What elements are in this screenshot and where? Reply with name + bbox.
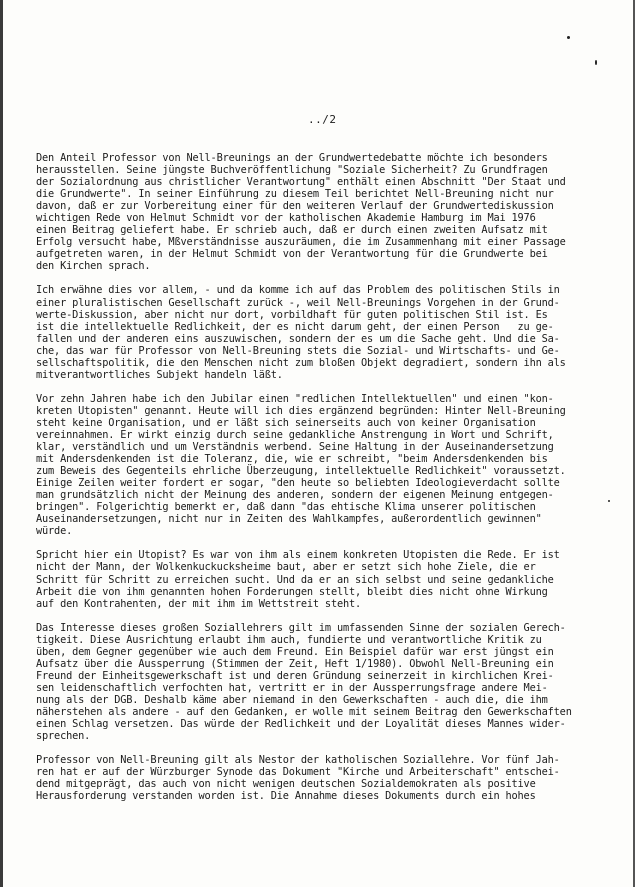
text-line: bringen". Folgerichtig bemerkt er, daß dann "das ehtische Klima unserer politischen [36,501,536,514]
paragraph [36,622,596,742]
text-line: Schritt für Schritt zu erreichen sucht. Und da er an sich selbst und seine gedankliche [36,573,554,586]
text-line: mitverantwortliches Subjekt handeln läßt. [36,368,283,381]
text-line: sprechen. [36,730,91,743]
text-line: einer pluralistischen Gesellschaft zurück -, weil Nell-Breunings Vorgehen in der Grund- [36,296,560,309]
document-body [36,152,596,814]
text-line: fallen und der anderen eins auszuwischen, sondern der es um die Sache geht. Und die Sa- [36,332,560,345]
paragraph [36,284,596,380]
text-line: die Grundwerte". In seiner Einführung zu diesem Teil berichtet Nell-Breuning nicht nur [36,188,554,201]
text-line: man grundsätzlich nicht der Meinung des anderen, sondern der eigenen Meinung entgegen- [36,489,554,502]
paragraph [36,754,596,802]
text-line: Arbeit die von ihm genannten hohen Forderungen stellt, bleibt dies nicht ohne Wirkung [36,585,548,598]
text-line: sen leidenschaftlich verfochten hat, vertritt er in der Aussperrungsfrage andere Mei- [36,681,548,694]
text-line: Das Interesse dieses großen Soziallehrers gilt im umfassenden Sinne der sozialen Gerech- [36,621,566,634]
scan-speck [567,36,570,39]
text-line: vereinnahmen. Er wirkt einzig durch seine gedankliche Anstrengung in Wort und Schrift, [36,428,554,441]
text-line: nicht der Mann, der Wolkenkuckucksheime baut, aber er setzt sich hohe Ziele, die er [36,561,536,574]
scan-speck [608,500,610,502]
text-line: Auseinandersetzungen, nicht nur in Zeiten des Wahlkampfes, außerordentlich gewinnen" [36,513,542,526]
paragraph [36,152,596,272]
text-line: Herausforderung verstanden worden ist. Die Annahme dieses Dokuments durch ein hohes [36,790,536,803]
text-line: tigkeit. Diese Ausrichtung erlaubt ihm auch, fundierte und verantwortliche Kritik zu [36,633,542,646]
text-line: würde. [36,525,73,538]
text-line: Professor von Nell-Breuning gilt als Nestor der katholischen Soziallehre. Vor fünf Jah- [36,754,560,767]
text-line: einen Schlag versetzen. Das würde der Redlichkeit und der Loyalität dieses Mannes wider- [36,718,566,731]
text-line: Vor zehn Jahren habe ich den Jubilar einen "redlichen Intellektuellen" und einen "kon- [36,392,554,405]
text-line: kreten Utopisten" genannt. Heute will ich dies ergänzend begründen: Hinter Nell-Breuning [36,404,566,417]
paragraph [36,393,596,538]
text-line: auf den Kontrahenten, der mit ihm im Wettstreit steht. [36,597,362,610]
paragraph [36,549,596,609]
text-line: sellschaftspolitik, die den Menschen nicht zum bloßen Objekt degradiert, sondern ihn als [36,356,566,369]
text-line: aufgetreten waren, in der Helmut Schmidt von der Verantwortung für die Grundwerte bei [36,248,548,261]
text-line: Spricht hier ein Utopist? Es war von ihm als einem konkreten Utopisten die Rede. Er ist [36,549,560,562]
text-line: Einige Zeilen weiter fordert er sogar, "den heute so beliebten Ideologieverdacht sollte [36,477,560,490]
text-line: den Kirchen sprach. [36,260,151,273]
text-line: werte-Diskussion, aber nicht nur dort, vorbildhaft für guten politischen Stil ist. Es [36,308,548,321]
text-line: ist die intellektuelle Redlichkeit, der es nicht darum geht, der einen Person zu ge- [36,320,554,333]
text-line: che, das war für Professor von Nell-Breuning stets die Sozial- und Wirtschafts- und Ge- [36,344,560,357]
text-line: zum Beweis des Gegenteils ehrliche Überzeugung, intellektuelle Redlichkeit" voraussetzt. [36,465,566,478]
text-line: klar, verständlich und um Verständnis werbend. Seine Haltung in der Auseinandersetzung [36,441,554,454]
text-line: ren hat er auf der Würzburger Synode das Dokument "Kirche und Arbeiterschaft" entschei- [36,766,560,779]
text-line: Den Anteil Professor von Nell-Breunings an der Grundwertedebatte möchte ich besonders [36,152,548,164]
text-line: wichtigen Rede von Helmut Schmidt vor der katholischen Akademie Hamburg im Mai 1976 [36,212,536,225]
text-line: steht keine Organisation, und er läßt sich seinerseits auch von keiner Organisation [36,416,536,429]
text-line: mit Andersdenkenden ist die Toleranz, die, wie er schreibt, "beim Andersdenkenden bis [36,453,548,466]
scan-speck [595,60,597,65]
text-line: nung als der DGB. Deshalb käme aber niemand in den Gewerkschaften - auch die, die ihm [36,693,548,706]
text-line: davon, daß er zur Vorbereitung einer für den weiteren Verlauf der Grundwertediskussion [36,200,554,213]
text-line: einen Beitrag geliefert habe. Er schrieb auch, daß er durch einen zweiten Aufsatz mit [36,224,548,237]
text-line: dend mitgeprägt, das auch von nicht wenigen deutschen Sozialdemokraten als positive [36,778,536,791]
text-line: üben, dem Gegner gegenüber wie auch dem Freund. Ein Beispiel dafür war erst jüngst ein [36,645,554,658]
text-line: Erfolg versucht habe, Mßverständnisse auszuräumen, die im Zusammenhang mit einer Passage [36,236,566,249]
text-line: Aufsatz über die Aussperrung (Stimmen der Zeit, Heft 1/1980). Obwohl Nell-Breuning ein [36,657,554,670]
scan-edge-left [0,0,3,887]
text-line: näherstehen als andere - auf den Gedanken, er wolle mit seinem Beitrag den Gewerkschaften [36,705,572,718]
text-line: herausstellen. Seine jüngste Buchveröffentlichung "Soziale Sicherheit? Zu Grundfragen [36,164,548,177]
text-line: Ich erwähne dies vor allem, - und da komme ich auf das Problem des politischen Stils in [36,284,560,297]
text-line: Freund der Einheitsgewerkschaft ist und deren Gründung seinerzeit in kirchlichen Krei- [36,669,554,682]
text-line: der Sozialordnung aus christlicher Verantwortung" enthält einen Abschnitt "Der Staat und [36,176,566,189]
page-number: ../2 [308,113,337,126]
